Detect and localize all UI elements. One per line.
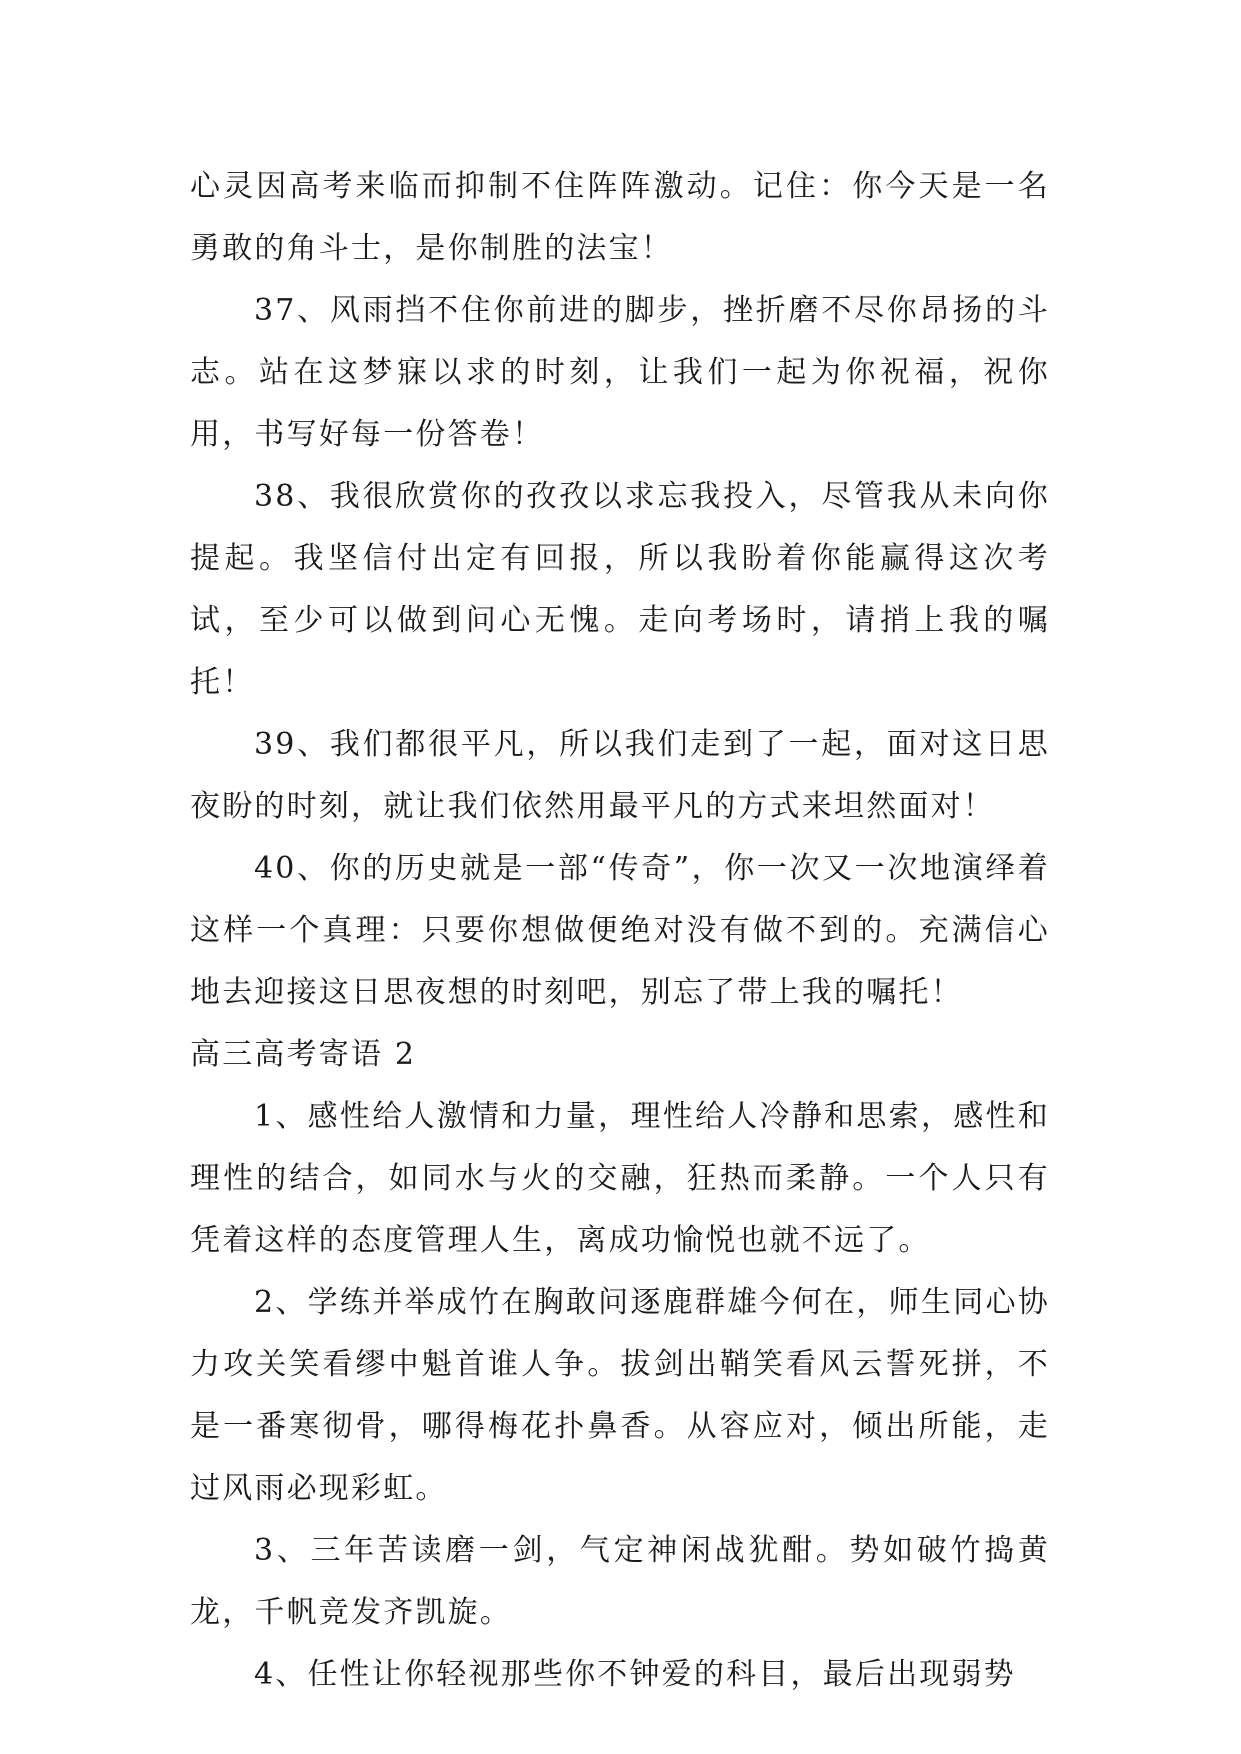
paragraph-item-37: 37、风雨挡不住你前进的脚步，挫折磨不尽你昂扬的斗志。站在这梦寐以求的时刻，让我们一起为你祝福，祝你用，书写好每一份答卷！ [190, 293, 1050, 452]
document-body [190, 156, 1050, 1706]
paragraph-item-38: 38、我很欣赏你的孜孜以求忘我投入，尽管我从未向你提起。我坚信付出定有回报，所以我盼着你能赢得这次考试，至少可以做到问心无愧。走向考场时，请捎上我的嘱托！ [190, 479, 1050, 700]
paragraph-item-2: 2、学练并举成竹在胸敢问逐鹿群雄今何在，师生同心协力攻关笑看缪中魁首谁人争。拔剑出鞘笑看风云誓死拼，不是一番寒彻骨，哪得梅花扑鼻香。从容应对，倾出所能，走过风雨必现彩虹。 [190, 1285, 1050, 1506]
paragraph-continuation: 心灵因高考来临而抑制不住阵阵激动。记住：你今天是一名勇敢的角斗士，是你制胜的法宝！ [190, 169, 1050, 266]
paragraph-item-3: 3、三年苦读磨一剑，气定神闲战犹酣。势如破竹捣黄龙，千帆竞发齐凯旋。 [190, 1533, 1050, 1630]
section-heading: 高三高考寄语 2 [190, 1037, 417, 1072]
paragraph-item-1: 1、感性给人激情和力量，理性给人冷静和思索，感性和理性的结合，如同水与火的交融，狂热而柔静。一个人只有凭着这样的态度管理人生，离成功愉悦也就不远了。 [190, 1099, 1050, 1258]
paragraph-item-4: 4、任性让你轻视那些你不钟爱的科目，最后出现弱势 [254, 1657, 1016, 1692]
paragraph-item-40: 40、你的历史就是一部“传奇”，你一次又一次地演绎着这样一个真理：只要你想做便绝对没有做不到的。充满信心地去迎接这日思夜想的时刻吧，别忘了带上我的嘱托！ [190, 851, 1050, 1010]
paragraph-item-39: 39、我们都很平凡，所以我们走到了一起，面对这日思夜盼的时刻，就让我们依然用最平凡的方式来坦然面对！ [190, 727, 1050, 824]
